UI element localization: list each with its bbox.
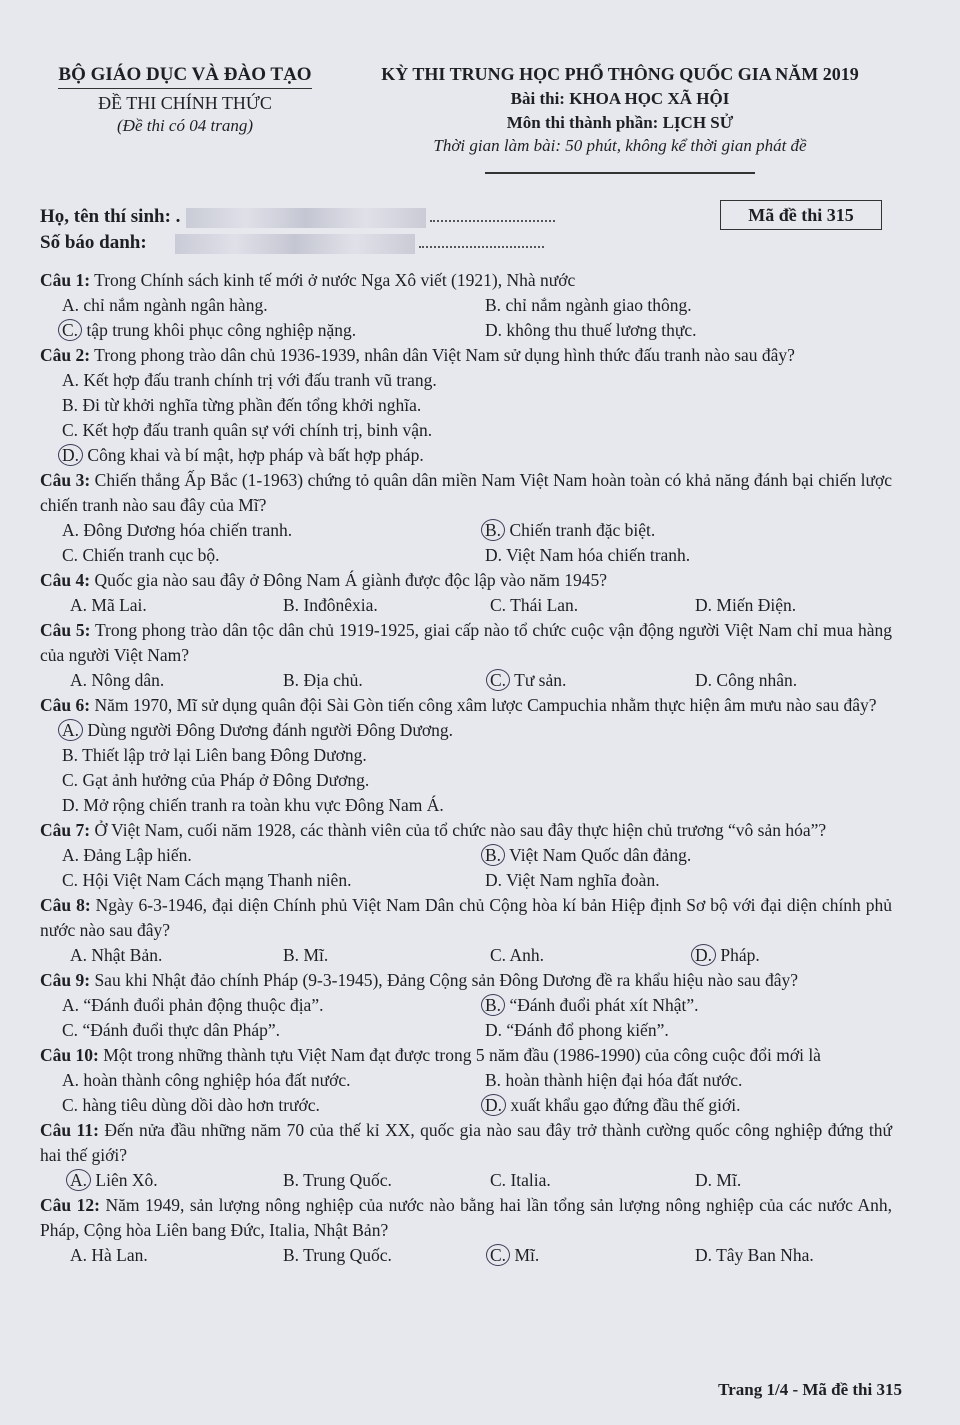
answer-text: Mĩ.: [303, 945, 329, 965]
answer-option[interactable]: [283, 1168, 490, 1193]
question-text: Năm 1970, Mĩ sử dụng quân đội Sài Gòn tiến công xâm lược Campuchia nhằm thực hiện âm mưu nào sau đây?: [94, 695, 877, 715]
question-number: Câu 10:: [40, 1045, 99, 1065]
name-dotted-line: [430, 206, 555, 222]
answer-letter: B.: [485, 1070, 502, 1090]
question: [40, 968, 892, 1043]
question: [40, 618, 892, 693]
question-number: Câu 5:: [40, 620, 91, 640]
answer-letter: C.: [62, 870, 79, 890]
answer-text: Pháp.: [720, 945, 760, 965]
answer-letter: A.: [62, 845, 80, 865]
answer-option[interactable]: [62, 993, 485, 1018]
answer-letter: D.: [62, 795, 80, 815]
page-footer: Trang 1/4 - Mã đề thi 315: [718, 1380, 902, 1399]
answer-letter: A.: [62, 295, 80, 315]
answer-text: Nông dân.: [91, 670, 165, 690]
answer-text: chỉ nắm ngành giao thông.: [505, 295, 692, 315]
answer-text: Địa chủ.: [303, 670, 363, 690]
answer-text: Đông Dương hóa chiến tranh.: [83, 520, 293, 540]
answer-option[interactable]: [62, 543, 485, 568]
answer-text: “Đánh đuổi phát xít Nhật”.: [509, 995, 699, 1015]
answer-letter: A.: [62, 520, 80, 540]
answer-option[interactable]: [62, 793, 862, 818]
circled-answer-letter: C.: [486, 669, 510, 691]
question: [40, 1118, 892, 1193]
answer-text: Chiến tranh đặc biệt.: [509, 520, 656, 540]
answer-letter: B.: [283, 1245, 300, 1265]
answer-options: [40, 1243, 892, 1268]
answer-option[interactable]: [70, 1168, 283, 1193]
question-text: Ngày 6-3-1946, đại diện Chính phủ Việt Nam Dân chủ Cộng hòa kí bản Hiệp định Sơ bộ với đại diện chính phủ nước nào sau đây?: [40, 895, 893, 940]
answer-options: [40, 843, 892, 893]
redacted-name: [186, 208, 426, 228]
question-number: Câu 12:: [40, 1195, 100, 1215]
answer-option[interactable]: [485, 993, 885, 1018]
question-stem: [40, 693, 892, 718]
circled-answer-letter: A.: [58, 719, 83, 741]
answer-text: hoàn thành công nghiệp hóa đất nước.: [83, 1070, 351, 1090]
answer-text: hoàn thành hiện đại hóa đất nước.: [505, 1070, 743, 1090]
circled-answer-letter: D.: [691, 944, 716, 966]
answer-option[interactable]: [62, 393, 862, 418]
question-stem: [40, 893, 892, 943]
answer-option[interactable]: [62, 1093, 485, 1118]
question-number: Câu 1:: [40, 270, 91, 290]
answer-letter: A.: [62, 995, 80, 1015]
answer-text: Công khai và bí mật, hợp pháp và bất hợp pháp.: [87, 445, 424, 465]
answer-options: [40, 293, 892, 343]
answer-option[interactable]: [490, 943, 695, 968]
answer-option[interactable]: [70, 943, 283, 968]
answer-text: Hà Lan.: [91, 1245, 148, 1265]
pages-note: (Đề thi có 04 trang): [117, 116, 253, 135]
answer-option[interactable]: [485, 293, 885, 318]
answer-letter: A.: [70, 595, 88, 615]
answer-text: hàng tiêu dùng dồi dào hơn trước.: [82, 1095, 320, 1115]
candidate-id-label: Số báo danh:: [40, 232, 147, 253]
answer-letter: D.: [485, 870, 503, 890]
answer-option[interactable]: [695, 593, 895, 618]
answer-text: Nhật Bản.: [91, 945, 163, 965]
answer-option[interactable]: [62, 743, 862, 768]
answer-option[interactable]: [70, 668, 283, 693]
answer-option[interactable]: [695, 1168, 895, 1193]
answer-option[interactable]: [70, 1243, 283, 1268]
question-stem: [40, 968, 892, 993]
question-text: Ở Việt Nam, cuối năm 1928, các thành viên của tổ chức nào sau đây thực hiện chủ trương “vô sản hóa”?: [94, 820, 827, 840]
question-text: Đến nửa đầu những năm 70 của thế kỉ XX, quốc gia nào sau đây trở thành cường quốc công nghiệp đứng thứ hai thế giới?: [40, 1120, 892, 1165]
answer-text: tập trung khôi phục công nghiệp nặng.: [86, 320, 357, 340]
question-number: Câu 9:: [40, 970, 91, 990]
answer-letter: C.: [490, 945, 507, 965]
answer-letter: D.: [485, 545, 503, 565]
header-divider: [485, 172, 755, 174]
question-stem: [40, 818, 892, 843]
question-stem: [40, 1043, 892, 1068]
question-number: Câu 2:: [40, 345, 91, 365]
answer-text: Kết hợp đấu tranh quân sự với chính trị, binh vận.: [82, 420, 433, 440]
candidate-name-label: Họ, tên thí sinh: .: [40, 206, 181, 227]
question: [40, 1043, 892, 1118]
test-name: Bài thi: KHOA HỌC XÃ HỘI: [510, 89, 730, 108]
answer-text: Liên Xô.: [95, 1170, 158, 1190]
answer-letter: C.: [490, 1170, 507, 1190]
answer-text: Mở rộng chiến tranh ra toàn khu vực Đông Nam Á.: [83, 795, 444, 815]
question: [40, 693, 892, 818]
question-stem: [40, 1193, 892, 1243]
answer-letter: D.: [485, 1020, 503, 1040]
answer-options: [40, 1168, 892, 1193]
question-text: Sau khi Nhật đảo chính Pháp (9-3-1945), Đảng Cộng sản Đông Dương đề ra khẩu hiệu nào sau đây?: [94, 970, 798, 990]
circled-answer-letter: C.: [486, 1244, 510, 1266]
answer-text: Thiết lập trở lại Liên bang Đông Dương.: [82, 745, 367, 765]
question-list: [40, 268, 892, 1268]
answer-text: Inđônêxia.: [303, 595, 378, 615]
answer-option[interactable]: [283, 593, 490, 618]
answer-text: Việt Nam Quốc dân đảng.: [509, 845, 692, 865]
circled-answer-letter: B.: [481, 519, 505, 541]
circled-answer-letter: D.: [481, 1094, 506, 1116]
answer-option[interactable]: [695, 943, 895, 968]
ministry-name: BỘ GIÁO DỤC VÀ ĐÀO TẠO: [58, 64, 311, 89]
answer-text: Trung Quốc.: [303, 1170, 392, 1190]
answer-option[interactable]: [62, 768, 862, 793]
question-text: Trong phong trào dân chủ 1936-1939, nhân dân Việt Nam sử dụng hình thức đấu tranh nào sau đây?: [94, 345, 795, 365]
answer-option[interactable]: [62, 718, 862, 743]
answer-text: Kết hợp đấu tranh chính trị với đấu tranh vũ trang.: [83, 370, 437, 390]
answer-text: Hội Việt Nam Cách mạng Thanh niên.: [82, 870, 352, 890]
answer-letter: A.: [70, 1245, 88, 1265]
answer-option[interactable]: [485, 318, 885, 343]
answer-letter: D.: [695, 1245, 713, 1265]
answer-option[interactable]: [490, 1243, 695, 1268]
exam-title: KỲ THI TRUNG HỌC PHỔ THÔNG QUỐC GIA NĂM 2019: [381, 64, 859, 84]
answer-option[interactable]: [62, 418, 862, 443]
answer-letter: D.: [485, 320, 503, 340]
question-stem: [40, 618, 892, 668]
answer-text: Anh.: [509, 945, 544, 965]
answer-text: Dùng người Đông Dương đánh người Đông Dương.: [87, 720, 454, 740]
answer-text: không thu thuế lương thực.: [506, 320, 697, 340]
answer-option[interactable]: [62, 518, 485, 543]
answer-letter: C.: [62, 1095, 79, 1115]
answer-options: [40, 1068, 892, 1118]
answer-text: Mĩ.: [514, 1245, 540, 1265]
answer-options: [40, 518, 892, 568]
answer-letter: C.: [62, 420, 79, 440]
answer-option[interactable]: [485, 843, 885, 868]
answer-letter: C.: [62, 545, 79, 565]
answer-option[interactable]: [485, 1068, 885, 1093]
answer-text: Gạt ảnh hưởng của Pháp ở Đông Dương.: [82, 770, 370, 790]
answer-option[interactable]: [62, 368, 862, 393]
answer-letter: B.: [485, 295, 502, 315]
answer-text: Trung Quốc.: [303, 1245, 392, 1265]
answer-text: Tư sản.: [514, 670, 567, 690]
official-label: ĐỀ THI CHÍNH THỨC: [98, 93, 272, 113]
question-stem: [40, 1118, 892, 1168]
question-text: Chiến thắng Ấp Bắc (1-1963) chứng tỏ quân dân miền Nam Việt Nam hoàn toàn có khả năng đánh bại chiến lược chiến tranh nào sau đây của Mĩ?: [40, 470, 893, 515]
answer-option[interactable]: [70, 593, 283, 618]
question-number: Câu 3:: [40, 470, 91, 490]
question-text: Trong Chính sách kinh tế mới ở nước Nga Xô viết (1921), Nhà nước: [94, 270, 576, 290]
answer-option[interactable]: [695, 668, 895, 693]
header-right: [340, 64, 900, 174]
time-note: Thời gian làm bài: 50 phút, không kể thời gian phát đề: [433, 136, 807, 155]
answer-letter: D.: [695, 595, 713, 615]
question-text: Một trong những thành tựu Việt Nam đạt được trong 5 năm đầu (1986-1990) của công cuộc đổi mới là: [103, 1045, 821, 1065]
answer-options: [40, 718, 892, 818]
answer-letter: A.: [62, 370, 80, 390]
answer-letter: C.: [490, 595, 507, 615]
answer-option[interactable]: [490, 1168, 695, 1193]
answer-text: Việt Nam nghĩa đoàn.: [506, 870, 660, 890]
answer-option[interactable]: [485, 543, 885, 568]
answer-letter: A.: [70, 670, 88, 690]
circled-answer-letter: D.: [58, 444, 83, 466]
question-stem: [40, 343, 892, 368]
subject-name: Môn thi thành phần: LỊCH SỬ: [506, 113, 734, 132]
answer-option[interactable]: [283, 1243, 490, 1268]
answer-option[interactable]: [485, 518, 885, 543]
answer-option[interactable]: [490, 593, 695, 618]
answer-option[interactable]: [62, 293, 485, 318]
answer-text: xuất khẩu gạo đứng đầu thế giới.: [510, 1095, 741, 1115]
answer-option[interactable]: [62, 1018, 485, 1043]
question: [40, 1193, 892, 1268]
answer-option[interactable]: [485, 868, 885, 893]
answer-text: “Đánh đuổi phản động thuộc địa”.: [83, 995, 324, 1015]
answer-letter: D.: [695, 670, 713, 690]
answer-text: Italia.: [510, 1170, 551, 1190]
answer-options: [40, 993, 892, 1043]
answer-option[interactable]: [490, 668, 695, 693]
answer-letter: B.: [283, 1170, 300, 1190]
question-number: Câu 6:: [40, 695, 91, 715]
answer-option[interactable]: [62, 868, 485, 893]
answer-letter: B.: [283, 945, 300, 965]
question: [40, 818, 892, 893]
circled-answer-letter: B.: [481, 844, 505, 866]
answer-text: Chiến tranh cục bộ.: [82, 545, 220, 565]
answer-options: [40, 668, 892, 693]
answer-text: Mĩ.: [716, 1170, 742, 1190]
question-text: Năm 1949, sản lượng nông nghiệp của nước nào bằng hai lần tổng sản lượng nông nghiệp của các nước Anh, Pháp, Cộng hòa Liên bang Đức, Italia, Nhật Bản?: [40, 1195, 892, 1240]
answer-letter: B.: [62, 745, 79, 765]
answer-option[interactable]: [695, 1243, 895, 1268]
answer-options: [40, 368, 892, 468]
answer-text: Thái Lan.: [510, 595, 579, 615]
answer-option[interactable]: [62, 1068, 485, 1093]
answer-letter: D.: [695, 1170, 713, 1190]
question-stem: [40, 468, 892, 518]
question: [40, 568, 892, 618]
answer-letter: B.: [62, 395, 79, 415]
question-text: Trong phong trào dân tộc dân chủ 1919-1925, giai cấp nào tổ chức cuộc vận động người Việt Nam chỉ mua hàng của người Việt Nam?: [40, 620, 892, 665]
answer-letter: A.: [70, 945, 88, 965]
answer-text: Mã Lai.: [91, 595, 147, 615]
answer-letter: C.: [62, 1020, 79, 1040]
answer-option[interactable]: [62, 443, 862, 468]
answer-text: Tây Ban Nha.: [716, 1245, 814, 1265]
answer-text: Công nhân.: [716, 670, 798, 690]
answer-text: Đảng Lập hiến.: [83, 845, 192, 865]
answer-letter: B.: [283, 670, 300, 690]
answer-option[interactable]: [485, 1093, 885, 1118]
question: [40, 268, 892, 343]
redacted-id: [175, 234, 415, 254]
question-number: Câu 7:: [40, 820, 91, 840]
answer-text: Việt Nam hóa chiến tranh.: [506, 545, 691, 565]
question: [40, 343, 892, 468]
question-number: Câu 4:: [40, 570, 91, 590]
circled-answer-letter: A.: [66, 1169, 91, 1191]
question-number: Câu 8:: [40, 895, 91, 915]
header-left: [40, 64, 330, 136]
question-number: Câu 11:: [40, 1120, 99, 1140]
answer-text: Miến Điện.: [716, 595, 797, 615]
answer-text: “Đánh đuổi thực dân Pháp”.: [82, 1020, 280, 1040]
circled-answer-letter: B.: [481, 994, 505, 1016]
question: [40, 468, 892, 568]
answer-text: chỉ nắm ngành ngân hàng.: [83, 295, 268, 315]
answer-option[interactable]: [62, 318, 485, 343]
answer-option[interactable]: [283, 943, 490, 968]
circled-answer-letter: C.: [58, 319, 82, 341]
answer-text: “Đánh đổ phong kiến”.: [506, 1020, 669, 1040]
answer-option[interactable]: [62, 843, 485, 868]
answer-options: [40, 593, 892, 618]
answer-letter: B.: [283, 595, 300, 615]
question-stem: [40, 268, 892, 293]
exam-code-box: Mã đề thi 315: [720, 200, 882, 230]
candidate-info: [40, 204, 555, 256]
question: [40, 893, 892, 968]
answer-text: Đi từ khởi nghĩa từng phần đến tổng khởi nghĩa.: [82, 395, 422, 415]
answer-options: [40, 943, 892, 968]
answer-option[interactable]: [485, 1018, 885, 1043]
question-stem: [40, 568, 892, 593]
question-text: Quốc gia nào sau đây ở Đông Nam Á giành được độc lập vào năm 1945?: [94, 570, 607, 590]
answer-option[interactable]: [283, 668, 490, 693]
answer-letter: C.: [62, 770, 79, 790]
answer-letter: A.: [62, 1070, 80, 1090]
id-dotted-line: [419, 232, 544, 248]
